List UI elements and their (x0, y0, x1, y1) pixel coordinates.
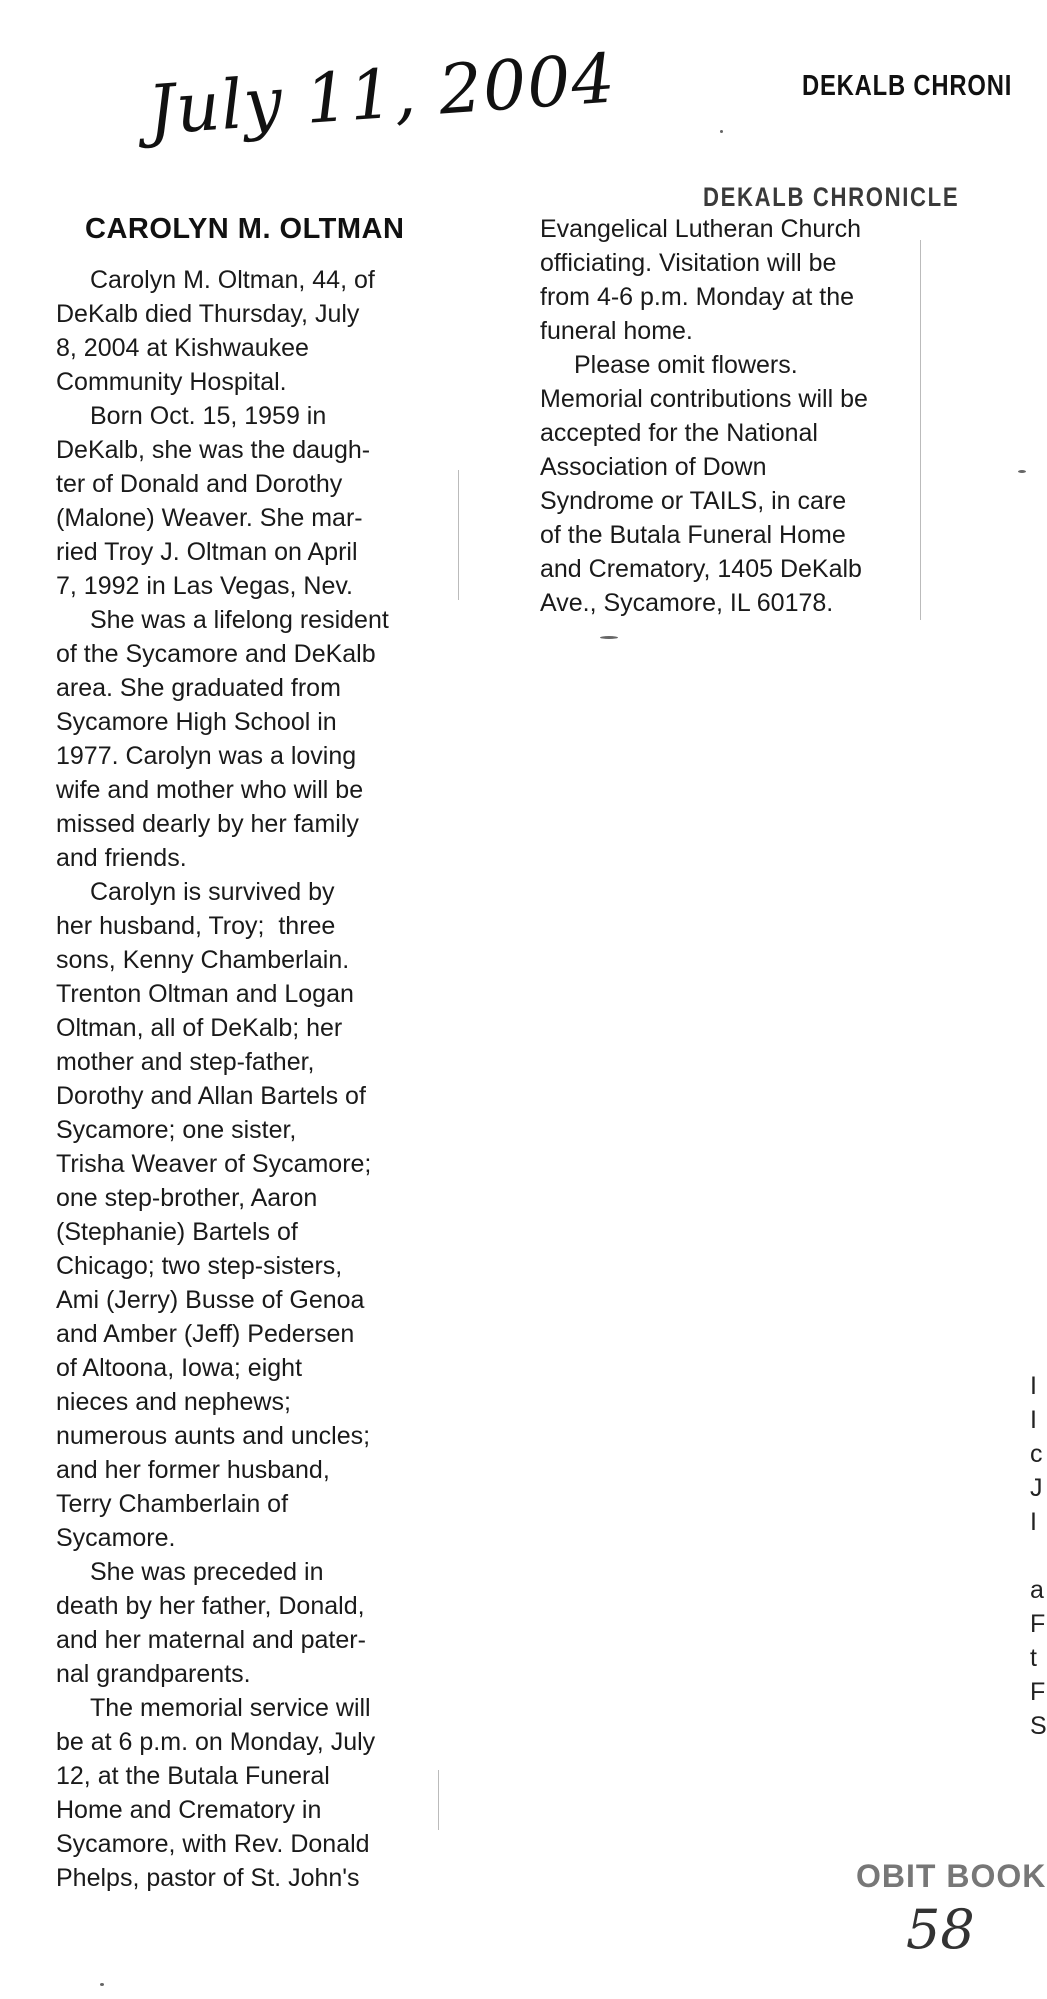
obituary-text-line: of the Sycamore and DeKalb (56, 640, 376, 668)
obit-book-number: 58 (906, 1898, 975, 1961)
obituary-text-line: (Stephanie) Bartels of (56, 1218, 298, 1246)
obituary-text-line: Sycamore, with Rev. Donald (56, 1830, 370, 1858)
scan-speck (600, 636, 618, 639)
obituary-text-line: Sycamore; one sister, (56, 1116, 297, 1144)
obituary-text-line: 12, at the Butala Funeral (56, 1762, 330, 1790)
handwritten-date: July 11, 2004 (145, 39, 619, 151)
obituary-text-line: Evangelical Lutheran Church (540, 215, 862, 243)
obituary-text-line: one step-brother, Aaron (56, 1184, 318, 1212)
cutoff-letter: F (1030, 1678, 1046, 1706)
obituary-text-line: Please omit flowers. (574, 351, 798, 379)
obituary-text-line: 7, 1992 in Las Vegas, Nev. (56, 572, 353, 600)
obituary-text-line: officiating. Visitation will be (540, 249, 837, 277)
right-edge-cutoff-text (1030, 1370, 1047, 1744)
obituary-text-line: missed dearly by her family (56, 810, 359, 838)
obituary-text-line: Home and Crematory in (56, 1796, 322, 1824)
cutoff-letter: I (1030, 1406, 1037, 1434)
obituary-text-line: DeKalb, she was the daugh- (56, 436, 371, 464)
obituary-text-line: Dorothy and Allan Bartels of (56, 1082, 366, 1110)
obituary-text-line: Association of Down (540, 453, 767, 481)
masthead-clip: DEKALB CHRONICLE (703, 182, 960, 212)
cutoff-letter: I (1030, 1508, 1037, 1536)
cutoff-letter: c (1030, 1440, 1043, 1468)
obituary-left-column (56, 263, 446, 1895)
obit-book-stamp: OBIT BOOK (856, 1858, 1047, 1894)
obituary-headline: CAROLYN M. OLTMAN (85, 213, 405, 245)
obituary-text-line: wife and mother who will be (56, 776, 364, 804)
clipping-edge-rule-right (920, 240, 921, 620)
obituary-text-line: death by her father, Donald, (56, 1592, 365, 1620)
obituary-text-line: Terry Chamberlain of (56, 1490, 289, 1518)
cutoff-letter: a (1030, 1576, 1044, 1604)
obituary-text-line: nieces and nephews; (56, 1388, 291, 1416)
obituary-text-line: Oltman, all of DeKalb; her (56, 1014, 343, 1042)
obituary-text-line: and her maternal and pater- (56, 1626, 366, 1654)
obituary-text-line: Ave., Sycamore, IL 60178. (540, 589, 834, 617)
scan-speck (1018, 470, 1026, 473)
obituary-text-line: ter of Donald and Dorothy (56, 470, 343, 498)
obituary-text-line: Syndrome or TAILS, in care (540, 487, 847, 515)
cutoff-letter (1030, 1540, 1047, 1574)
obituary-text-line: Carolyn is survived by (90, 878, 335, 906)
obituary-text-line: Carolyn M. Oltman, 44, of (90, 266, 375, 294)
obituary-text-line: Memorial contributions will be (540, 385, 868, 413)
obituary-text-line: Phelps, pastor of St. John's (56, 1864, 360, 1892)
obituary-text-line: Chicago; two step-sisters, (56, 1252, 343, 1280)
obituary-text-line: numerous aunts and uncles; (56, 1422, 371, 1450)
obituary-text-line: sons, Kenny Chamberlain. (56, 946, 350, 974)
obituary-text-line: She was preceded in (90, 1558, 324, 1586)
obituary-text-line: Trenton Oltman and Logan (56, 980, 354, 1008)
obituary-text-line: DeKalb died Thursday, July (56, 300, 360, 328)
cutoff-letter: J (1030, 1474, 1043, 1502)
obituary-text-line: nal grandparents. (56, 1660, 251, 1688)
cutoff-letter: t (1030, 1644, 1037, 1672)
obituary-text-line: funeral home. (540, 317, 693, 345)
obituary-text-line: Trisha Weaver of Sycamore; (56, 1150, 372, 1178)
cutoff-letter: F (1030, 1610, 1046, 1638)
obituary-text-line: Sycamore High School in (56, 708, 337, 736)
obituary-text-line: her husband, Troy; three (56, 912, 336, 940)
obituary-text-line: Community Hospital. (56, 368, 287, 396)
obituary-text-line: She was a lifelong resident (90, 606, 389, 634)
obituary-text-line: of Altoona, Iowa; eight (56, 1354, 303, 1382)
obituary-text-line: Ami (Jerry) Busse of Genoa (56, 1286, 365, 1314)
obituary-right-column (540, 212, 920, 620)
obituary-text-line: ried Troy J. Oltman on April (56, 538, 358, 566)
obituary-text-line: Sycamore. (56, 1524, 176, 1552)
obituary-text-line: accepted for the National (540, 419, 818, 447)
obituary-text-line: mother and step-father, (56, 1048, 315, 1076)
clipping-edge-rule-bottom (438, 1770, 439, 1830)
masthead-top: DEKALB CHRONI (802, 70, 1013, 102)
obituary-text-line: 1977. Carolyn was a loving (56, 742, 357, 770)
obituary-text-line: and friends. (56, 844, 187, 872)
obituary-text-line: 8, 2004 at Kishwaukee (56, 334, 309, 362)
cutoff-letter: S (1030, 1712, 1047, 1740)
cutoff-letter: I (1030, 1372, 1037, 1400)
clipping-edge-rule (458, 470, 459, 600)
obituary-text-line: be at 6 p.m. on Monday, July (56, 1728, 376, 1756)
scan-speck (720, 130, 723, 133)
obituary-text-line: and her former husband, (56, 1456, 330, 1484)
obituary-text-line: The memorial service will (90, 1694, 371, 1722)
obituary-text-line: from 4-6 p.m. Monday at the (540, 283, 855, 311)
obituary-text-line: Born Oct. 15, 1959 in (90, 402, 327, 430)
obituary-text-line: and Amber (Jeff) Pedersen (56, 1320, 355, 1348)
obituary-text-line: (Malone) Weaver. She mar- (56, 504, 363, 532)
obituary-text-line: area. She graduated from (56, 674, 341, 702)
obituary-text-line: and Crematory, 1405 DeKalb (540, 555, 862, 583)
obituary-text-line: of the Butala Funeral Home (540, 521, 846, 549)
scan-speck (100, 1983, 104, 1986)
